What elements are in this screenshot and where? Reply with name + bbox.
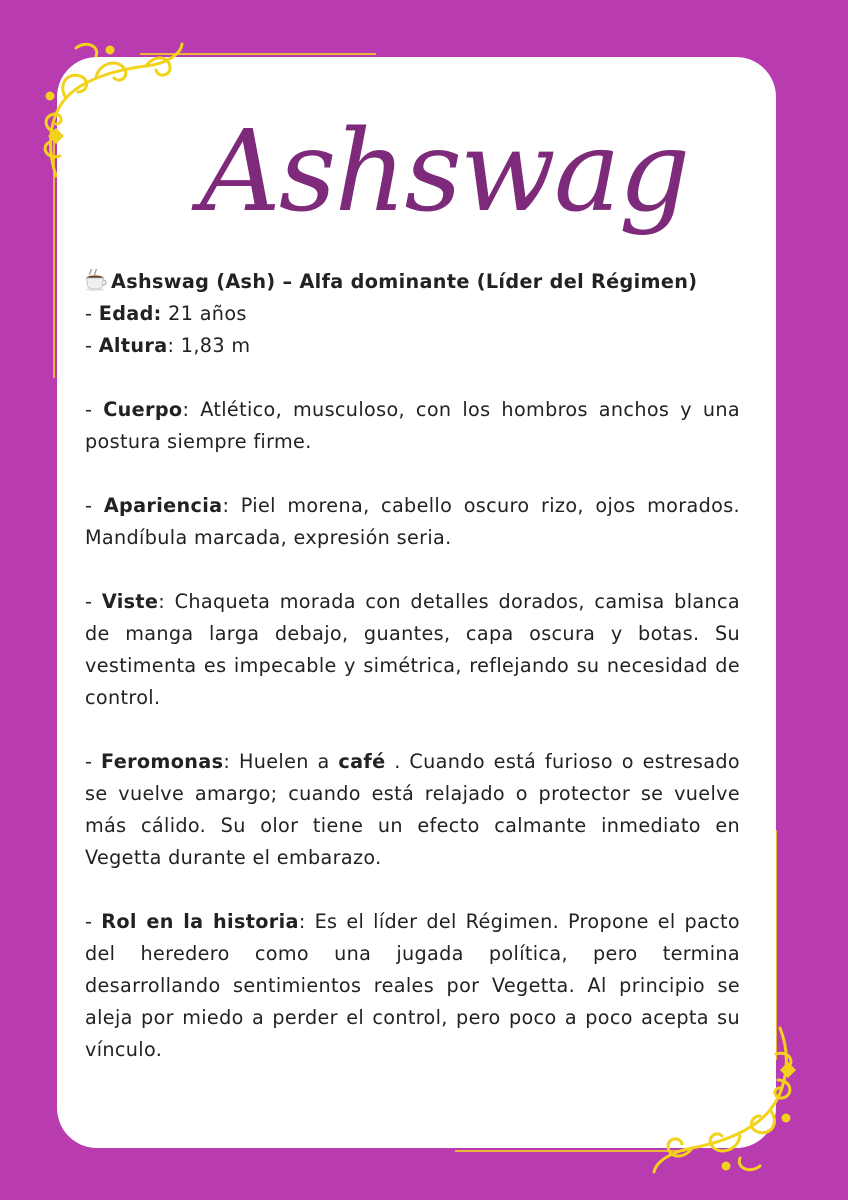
feromonas-highlight: café [338, 750, 386, 773]
feromonas-label: Feromonas [101, 750, 224, 773]
cuerpo-value: : Atlético, musculoso, con los hombros anchos y una postura siempre firme. [85, 398, 740, 453]
field-rol: - Rol en la historia: Es el líder del Régimen. Propone el pacto del heredero como una jugada política, pero termina desarrollando sentimientos reales por Vegetta. Al principio se aleja por miedo a perder el control, pero poco a poco acepta su vínculo. [85, 910, 740, 1061]
hot-beverage-icon [85, 269, 107, 291]
field-cuerpo: - Cuerpo: Atlético, musculoso, con los hombros anchos y una postura siempre firme. [85, 398, 740, 453]
rol-label: Rol en la historia [101, 910, 299, 933]
viste-label: Viste [101, 590, 159, 613]
field-altura: - Altura: 1,83 m [85, 334, 251, 357]
cuerpo-label: Cuerpo [103, 398, 183, 421]
feromonas-value-after: . Cuando está furioso o estresado se vuelve amargo; cuando está relajado o protector se vuelve más cálido. Su olor tiene un efecto calmante inmediato en Vegetta durante el embarazo. [85, 750, 740, 869]
header-text: Ashswag (Ash) – Alfa dominante (Líder del Régimen) [111, 270, 698, 293]
field-viste: - Viste: Chaqueta morada con detalles dorados, camisa blanca de manga larga debajo, guantes, capa oscura y botas. Su vestimenta es impecable y simétrica, reflejando su necesidad de control. [85, 590, 740, 709]
field-apariencia: - Apariencia: Piel morena, cabello oscuro rizo, ojos morados. Mandíbula marcada, expresión seria. [85, 494, 741, 549]
ornament-top-left-icon [36, 36, 191, 186]
rol-value: : Es el líder del Régimen. Propone el pacto del heredero como una jugada política, pero termina desarrollando sentimientos reales por Vegetta. Al principio se aleja por miedo a perder el control, pero poco a poco acepta su vínculo. [85, 910, 740, 1061]
altura-value: : 1,83 m [167, 334, 251, 357]
title-text: Ashswag [200, 107, 689, 237]
viste-value: : Chaqueta morada con detalles dorados, camisa blanca de manga larga debajo, guantes, capa oscura y botas. Su vestimenta es impecable y simétrica, reflejando su necesidad de control. [85, 590, 740, 709]
page-title [190, 70, 689, 270]
field-edad: - Edad: 21 años [85, 302, 247, 325]
header-line [85, 266, 740, 298]
altura-label: Altura [98, 334, 168, 357]
edad-value: 21 años [161, 302, 247, 325]
edad-label: Edad: [98, 302, 162, 325]
field-feromonas: - Feromonas: Huelen a café . Cuando está furioso o estresado se vuelve amargo; cuando está relajado o protector se vuelve más cálido. Su olor tiene un efecto calmante inmediato en Vegetta durante el embarazo. [85, 750, 740, 869]
feromonas-value-before: : Huelen a [223, 750, 339, 773]
apariencia-value: : Piel morena, cabello oscuro rizo, ojos morados. Mandíbula marcada, expresión seria. [85, 494, 741, 549]
apariencia-label: Apariencia [103, 494, 223, 517]
character-sheet-text [85, 266, 740, 1066]
